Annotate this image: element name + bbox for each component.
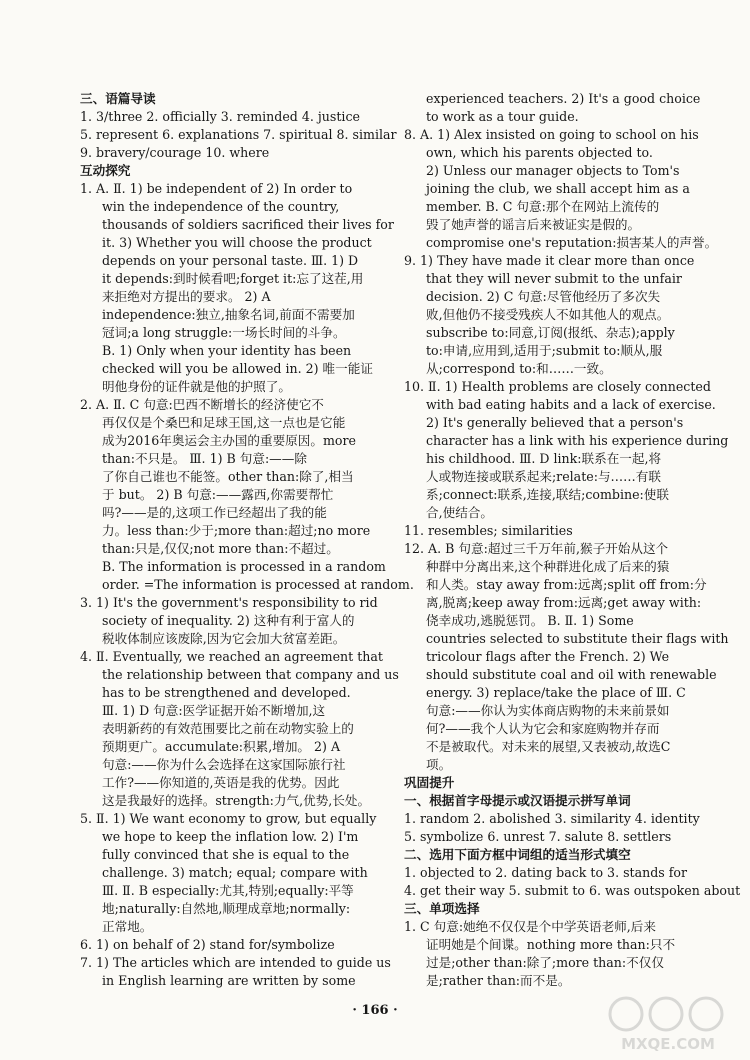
text-line: checked will you be allowed in. 2) 唯一能证 [102,361,373,376]
text-line: 了你自己谁也不能签。other than:除了,相当 [102,469,354,484]
text-line: 冠词;a long struggle:一场长时间的斗争。 [102,325,346,340]
text-line: 于 but。 2) B 句意:——露西,你需要帮忙 [102,487,334,502]
text-line: 这是我最好的选择。strength:力气,优势,长处。 [102,793,371,808]
text-line: 离,脱离;keep away from:远离;get away with: [426,595,702,610]
text-line: 2) It's generally believed that a person's [426,415,684,430]
text-line: has to be strengthened and developed. [102,685,351,700]
text-line: with bad eating habits and a lack of exercise. [426,397,716,412]
text-line: independence:独立,抽象名词,前面不需要加 [102,307,355,322]
text-line: member. B. C 句意:那个在网站上流传的 [426,199,660,214]
watermark-logo [604,992,732,1054]
text-line: his childhood. Ⅲ. D link:联系在一起,将 [426,451,662,466]
text-line: countries selected to substitute their flags with [426,631,729,646]
text-line: 项。 [426,757,452,772]
text-line: joining the club, we shall accept him as a [426,181,690,196]
text-line: 税收体制应该废除,因为它会加大贫富差距。 [102,631,346,646]
text-line: 2. A. Ⅱ. C 句意:巴西不断增长的经济使它不 [80,397,324,412]
text-line: to:申请,应用到,适用于;submit to:顺从,服 [426,343,663,358]
text-line: 种群中分离出来,这个种群进化成了后来的猿 [426,559,670,574]
text-line: B. 1) Only when your identity has been [102,343,352,358]
text-line: 2) Unless our manager objects to Tom's [426,163,680,178]
watermark-text: MXQE.COM [621,1035,715,1053]
text-line: 表明新药的有效范围要比之前在动物实验上的 [102,721,354,736]
text-line: challenge. 3) match; equal; compare with [102,865,368,880]
text-line: 毁了她声誉的谣言后来被证实是假的。 [426,217,641,232]
text-line: 10. Ⅱ. 1) Health problems are closely connected [404,379,711,394]
text-line: 再仅仅是个桑巴和足球王国,这一点也是它能 [102,415,346,430]
text-line: 11. resembles; similarities [404,523,573,538]
text-line: 地;naturally:自然地,顺理成章地;normally: [102,901,351,916]
section-heading: 巩固提升 [404,775,455,790]
text-line: 过是;other than:除了;more than:不仅仅 [426,955,664,970]
text-line: 力。less than:少于;more than:超过;no more [102,523,371,538]
text-line: 败,但他仍不接受残疾人不如其他人的观点。 [426,307,670,322]
text-line: 句意:——你为什么会选择在这家国际旅行社 [102,757,346,772]
text-line: 证明她是个间谍。nothing more than:只不 [426,937,676,952]
text-line: 9. 1) They have made it clear more than once [404,253,695,268]
text-line: 来拒绝对方提出的要求。 2) A [102,289,271,304]
text-line: win the independence of the country, [102,199,340,214]
text-line: B. The information is processed in a random [102,559,386,574]
text-line: 7. 1) The articles which are intended to guide us [80,955,391,970]
text-line: 1. objected to 2. dating back to 3. stands for [404,865,688,880]
text-line: 和人类。stay away from:远离;split off from:分 [426,577,707,592]
text-line: 4. Ⅱ. Eventually, we reached an agreement that [80,649,383,664]
text-line: 8. A. 1) Alex insisted on going to school on his [404,127,699,142]
text-line: decision. 2) C 句意:尽管他经历了多次失 [426,289,661,304]
text-line: 不是被取代。对未来的展望,又表被动,故选C [426,739,671,754]
text-line: tricolour flags after the French. 2) We [426,649,670,664]
text-line: 是;rather than:而不是。 [426,973,571,988]
section-heading: 互动探究 [80,163,131,178]
text-line: 系;connect:联系,连接,联结;combine:使联 [426,487,669,502]
text-line: compromise one's reputation:损害某人的声誉。 [426,235,718,250]
section-heading: 一、根据首字母提示或汉语提示拼写单词 [404,793,631,808]
text-line: 合,使结合。 [426,505,493,520]
text-line: subscribe to:同意,订阅(报纸、杂志);apply [426,325,675,340]
text-line: 5. represent 6. explanations 7. spiritual 8. similar [80,127,397,142]
text-line: energy. 3) replace/take the place of Ⅲ. C [426,685,686,700]
text-line: society of inequality. 2) 这种有利于富人的 [102,613,355,628]
text-line: thousands of soldiers sacrificed their lives for [102,217,394,232]
text-line: it. 3) Whether you will choose the product [102,235,372,250]
text-line: in English learning are written by some [102,973,356,988]
text-line: 工作?——你知道的,英语是我的优势。因此 [102,775,340,790]
text-line: order. =The information is processed at random. [102,577,414,592]
left-column [80,90,414,990]
text-line: than:只是,仅仅;not more than:不超过。 [102,541,339,556]
text-line: experienced teachers. 2) It's a good choice [426,91,701,106]
text-line: 1. 3/three 2. officially 3. reminded 4. justice [80,109,360,124]
text-line: 12. A. B 句意:超过三千万年前,猴子开始从这个 [404,541,669,556]
text-line: the relationship between that company and us [102,667,399,682]
text-line: that they will never submit to the unfair [426,271,682,286]
text-line: 成为2016年奥运会主办国的重要原因。more [102,433,356,448]
text-line: 5. Ⅱ. 1) We want economy to grow, but equally [80,811,377,826]
text-line: fully convinced that she is equal to the [102,847,350,862]
text-line: it depends:到时候看吧;forget it:忘了这茬,用 [102,271,364,286]
text-line: 正常地。 [102,919,153,934]
text-line: we hope to keep the inflation low. 2) I'm [102,829,359,844]
text-line: own, which his parents objected to. [426,145,653,160]
text-line: than:不只是。 Ⅲ. 1) B 句意:——除 [102,451,307,466]
text-line: Ⅲ. Ⅱ. B especially:尤其,特别;equally:平等 [102,883,354,898]
text-line: 吗?——是的,这项工作已经超出了我的能 [102,505,327,520]
text-line: character has a link with his experience during [426,433,729,448]
text-line: 预期更广。accumulate:积累,增加。 2) A [102,739,341,754]
text-line: depends on your personal taste. Ⅲ. 1) D [102,253,359,268]
right-column [404,90,741,990]
text-line: Ⅲ. 1) D 句意:医学证据开始不断增加,这 [102,703,326,718]
text-line: 3. 1) It's the government's responsibility to rid [80,595,378,610]
text-line: 侥幸成功,逃脱惩罚。 B. Ⅱ. 1) Some [426,613,634,628]
text-line: 6. 1) on behalf of 2) stand for/symbolize [80,937,335,952]
page-number: · 166 · [352,1003,398,1018]
section-heading: 三、语篇导读 [80,91,156,106]
text-line: 人或物连接或联系起来;relate:与……有联 [426,469,661,484]
text-line: 何?——我个人认为它会和家庭购物并存而 [426,721,660,736]
section-heading: 二、选用下面方框中词组的适当形式填空 [404,847,631,862]
text-line: 句意:——你认为实体商店购物的未来前景如 [426,703,670,718]
text-line: 1. random 2. abolished 3. similarity 4. identity [404,811,700,826]
text-line: should substitute coal and oil with renewable [426,667,717,682]
text-line: 1. C 句意:她绝不仅仅是个中学英语老师,后来 [404,919,656,934]
text-line: to work as a tour guide. [426,109,579,124]
text-line: 5. symbolize 6. unrest 7. salute 8. settlers [404,829,672,844]
text-line: 1. A. Ⅱ. 1) be independent of 2) In order to [80,181,353,196]
text-line: 从;correspond to:和……一致。 [426,361,612,376]
section-heading: 三、单项选择 [404,901,480,916]
text-line: 4. get their way 5. submit to 6. was outspoken about [404,883,741,898]
text-line: 明他身份的证件就是他的护照了。 [102,379,291,394]
text-line: 9. bravery/courage 10. where [80,145,270,160]
